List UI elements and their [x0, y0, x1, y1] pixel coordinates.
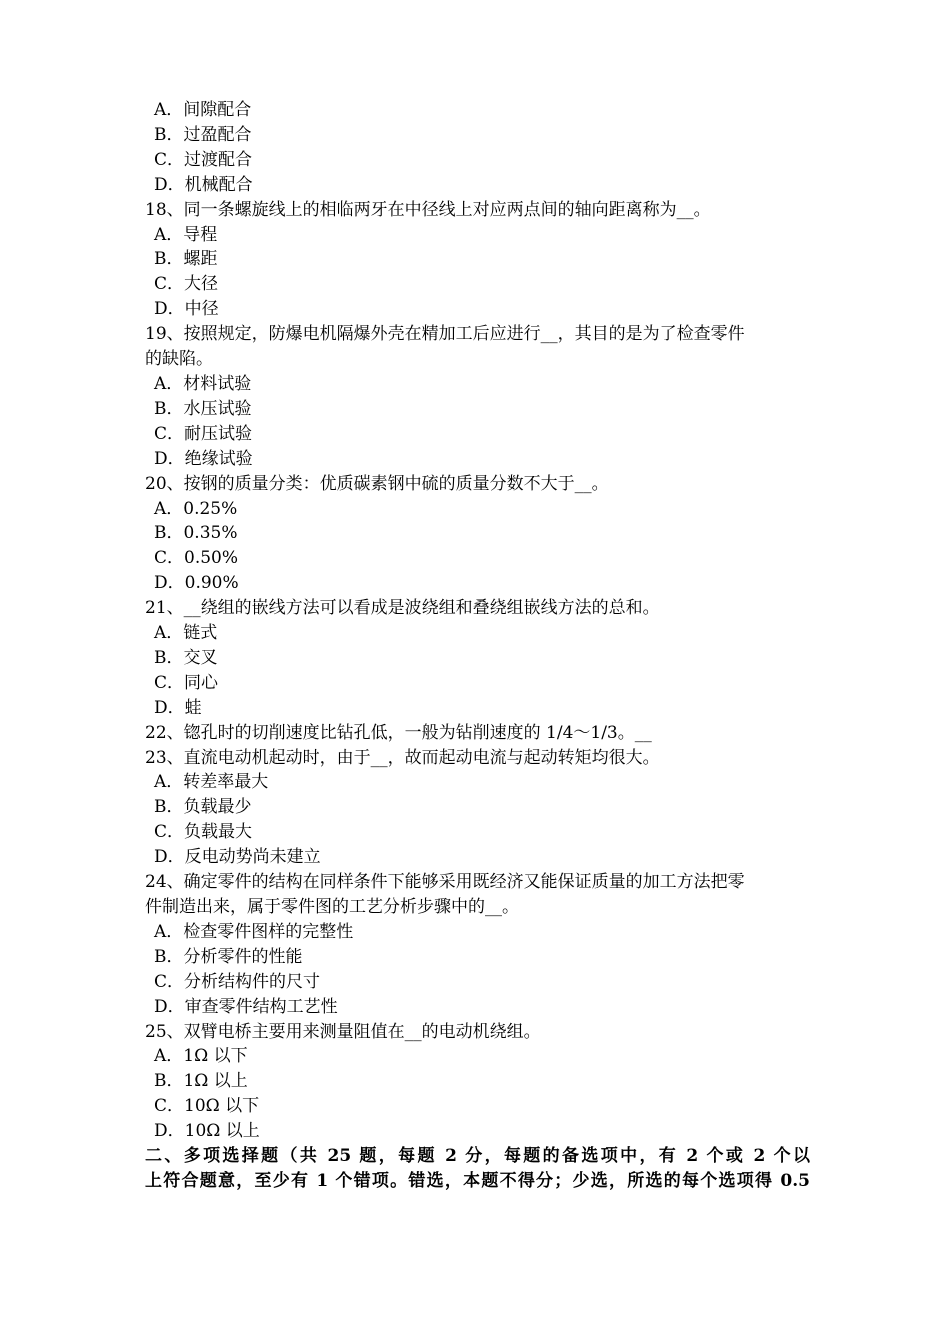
answer-option: D．中径: [154, 299, 219, 320]
answer-option: C．0.50%: [154, 548, 239, 569]
answer-option: C．耐压试验: [154, 423, 253, 444]
option-a: A．间隙配合: [154, 100, 252, 120]
answer-option: A．转差率最大: [154, 772, 269, 793]
option-d: D．机械配合: [154, 174, 253, 195]
answer-option: B．螺距: [154, 249, 218, 270]
answer-option: A．1Ω 以下: [154, 1046, 248, 1067]
question-stem: 21、__绕组的嵌线方法可以看成是波绕组和叠绕组嵌线方法的总和。: [145, 598, 660, 619]
exam-content: [145, 98, 810, 1194]
answer-option: B．1Ω 以上: [154, 1071, 248, 1092]
question-stem: 22、锪孔时的切削速度比钻孔低，一般为钻削速度的 1/4～1/3。__: [145, 722, 652, 743]
answer-option: B．水压试验: [154, 398, 252, 419]
answer-option: D．绝缘试验: [154, 448, 253, 469]
question-stem: 25、双臂电桥主要用来测量阻值在__的电动机绕组。: [145, 1021, 541, 1042]
answer-option: B．分析零件的性能: [154, 946, 303, 967]
option-b: B．过盈配合: [154, 124, 252, 145]
question-stem: 23、直流电动机起动时，由于__，故而起动电流与起动转矩均很大。: [145, 747, 660, 768]
answer-option: A．材料试验: [154, 373, 252, 394]
question-block: [145, 322, 810, 471]
question-stem: 18、同一条螺旋线上的相临两牙在中径线上对应两点间的轴向距离称为__。: [145, 199, 711, 220]
question-17-options: [145, 98, 810, 198]
answer-option: D．10Ω 以上: [154, 1121, 260, 1142]
answer-option: C．大径: [154, 274, 219, 295]
answer-option: A．导程: [154, 224, 218, 245]
question-block: [145, 198, 810, 323]
answer-option: B．0.35%: [154, 523, 238, 544]
question-list: [145, 198, 810, 1144]
question-stem: 19、按照规定，防爆电机隔爆外壳在精加工后应进行__，其目的是为了检查零件: [145, 324, 745, 345]
question-stem: 的缺陷。: [145, 349, 213, 370]
answer-option: C．分析结构件的尺寸: [154, 971, 321, 992]
section-2-line-2: 上符合题意，至少有 1 个错项。错选，本题不得分；少选，所选的每个选项得 0.5: [145, 1171, 810, 1192]
option-c: C．过渡配合: [154, 149, 253, 170]
answer-option: B．负载最少: [154, 797, 252, 818]
question-block: [145, 596, 810, 721]
section-2-line-1: 二、多项选择题（共 25 题，每题 2 分，每题的备选项中，有 2 个或 2 个以: [145, 1146, 810, 1167]
answer-option: C．同心: [154, 672, 219, 693]
question-block: [145, 472, 810, 597]
question-stem: 24、确定零件的结构在同样条件下能够采用既经济又能保证质量的加工方法把零: [145, 872, 745, 893]
answer-option: B．交叉: [154, 647, 218, 668]
section-2-heading: [145, 1144, 810, 1194]
answer-option: D．蛙: [154, 697, 202, 718]
question-block: [145, 870, 810, 1019]
question-block: [145, 746, 810, 871]
answer-option: D．0.90%: [154, 573, 239, 594]
answer-option: A．链式: [154, 623, 218, 644]
answer-option: A．0.25%: [154, 498, 238, 519]
answer-option: C．10Ω 以下: [154, 1096, 260, 1117]
question-block: [145, 721, 810, 746]
question-stem: 件制造出来，属于零件图的工艺分析步骤中的__。: [145, 897, 519, 917]
answer-option: A．检查零件图样的完整性: [154, 921, 354, 942]
question-stem: 20、按钢的质量分类：优质碳素钢中硫的质量分数不大于__。: [145, 473, 609, 494]
question-block: [145, 1020, 810, 1145]
answer-option: D．反电动势尚未建立: [154, 847, 321, 868]
answer-option: D．审查零件结构工艺性: [154, 996, 338, 1017]
answer-option: C．负载最大: [154, 822, 253, 843]
